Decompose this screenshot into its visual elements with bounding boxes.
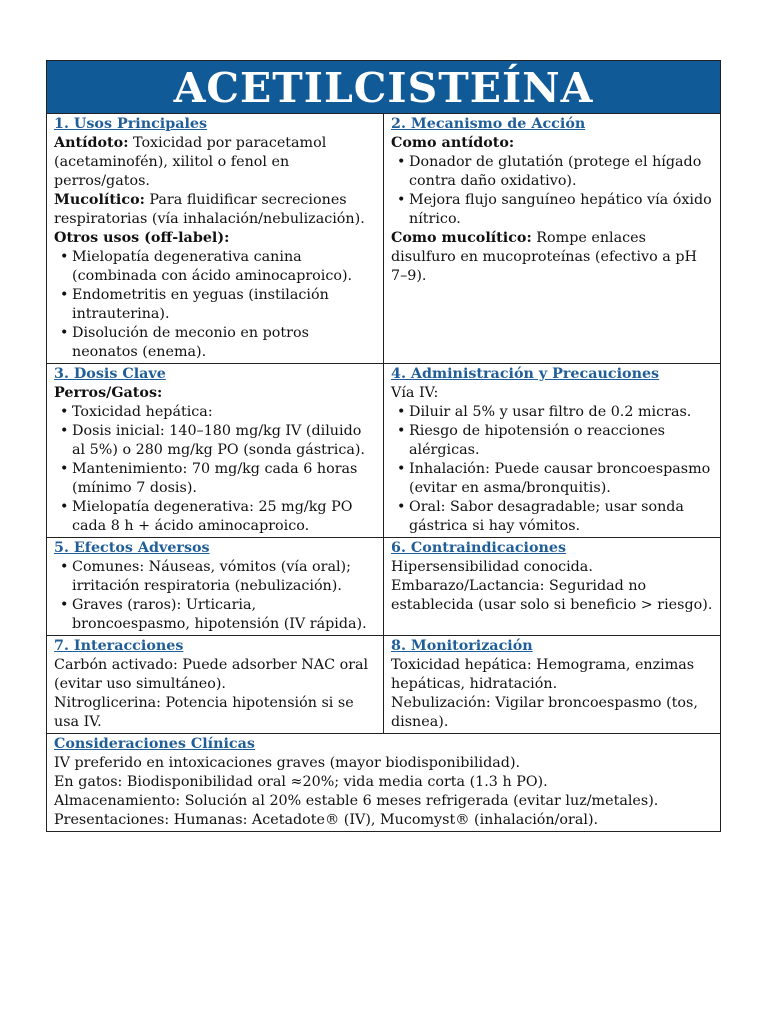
section-heading: 8. Monitorización	[391, 638, 533, 654]
text-line: IV preferido en intoxicaciones graves (mayor biodisponibilidad).	[54, 755, 521, 771]
row-4	[47, 636, 721, 734]
mucolytic-mechanism-text: Rompe enlaces disulfuro en mucoproteínas (efectivo a pH 7–9).	[391, 230, 697, 284]
mucolytic-text: Para fluidificar secreciones respiratorias (vía inhalación/nebulización).	[54, 192, 365, 227]
mechanism-list	[391, 153, 714, 229]
text-line: Toxicidad hepática: Hemograma, enzimas hepáticas, hidratación.	[391, 657, 695, 692]
drug-title: ACETILCISTEÍNA	[47, 61, 721, 114]
section-heading: 6. Contraindicaciones	[391, 540, 567, 556]
section-heading: 2. Mecanismo de Acción	[391, 116, 586, 132]
section-dosis-clave	[47, 364, 384, 538]
section-monitorizacion	[384, 636, 721, 734]
antidote-text: Toxicidad por paracetamol (acetaminofén), xilitol o fenol en perros/gatos.	[54, 135, 327, 189]
list-item: • Mielopatía degenerativa: 25 mg/kg PO cada 8 h + ácido aminocaproico.	[54, 498, 377, 536]
list-item: • Diluir al 5% y usar filtro de 0.2 micras.	[391, 403, 714, 422]
section-heading: 7. Interacciones	[54, 638, 184, 654]
mucolytic-label: Mucolítico:	[54, 192, 145, 208]
text-line: Nebulización: Vigilar broncoespasmo (tos, disnea).	[391, 695, 698, 730]
antidote-mechanism-label: Como antídoto:	[391, 135, 515, 151]
list-item: • Riesgo de hipotensión o reacciones alérgicas.	[391, 422, 714, 460]
section-efectos-adversos	[47, 538, 384, 636]
title-row	[47, 61, 721, 114]
section-heading: 5. Efectos Adversos	[54, 540, 210, 556]
other-uses-label: Otros usos (off-label):	[54, 230, 230, 246]
text-line: Nitroglicerina: Potencia hipotensión si se usa IV.	[54, 695, 354, 730]
antidote-paragraph	[54, 134, 377, 191]
text-line: Hipersensibilidad conocida.	[391, 559, 593, 575]
list-item: • Graves (raros): Urticaria, broncoespasmo, hipotensión (IV rápida).	[54, 596, 377, 634]
list-item: • Inhalación: Puede causar broncoespasmo (evitar en asma/bronquitis).	[391, 460, 714, 498]
mucolytic-paragraph	[54, 191, 377, 229]
section-interacciones	[47, 636, 384, 734]
list-item: • Comunes: Náuseas, vómitos (vía oral); irritación respiratoria (nebulización).	[54, 558, 377, 596]
section-mecanismo-accion	[384, 114, 721, 364]
row-5	[47, 734, 721, 832]
list-item: • Endometritis en yeguas (instilación intrauterina).	[54, 286, 377, 324]
dose-list	[54, 403, 377, 536]
list-item: • Disolución de meconio en potros neonatos (enema).	[54, 324, 377, 362]
species-label: Perros/Gatos:	[54, 385, 163, 401]
precaution-list	[391, 403, 714, 536]
list-item: • Toxicidad hepática:	[54, 403, 377, 422]
other-uses-list	[54, 248, 377, 362]
row-3	[47, 538, 721, 636]
text-line: Carbón activado: Puede adsorber NAC oral (evitar uso simultáneo).	[54, 657, 369, 692]
antidote-label: Antídoto:	[54, 135, 129, 151]
list-item: • Dosis inicial: 140–180 mg/kg IV (diluido al 5%) o 280 mg/kg PO (sonda gástrica).	[54, 422, 377, 460]
section-usos-principales	[47, 114, 384, 364]
mucolytic-mechanism-paragraph	[391, 229, 714, 286]
list-item: • Donador de glutatión (protege el hígado contra daño oxidativo).	[391, 153, 714, 191]
section-contraindicaciones	[384, 538, 721, 636]
section-administracion-precauciones	[384, 364, 721, 538]
list-item: • Mejora flujo sanguíneo hepático vía óxido nítrico.	[391, 191, 714, 229]
list-item: • Oral: Sabor desagradable; usar sonda gástrica si hay vómitos.	[391, 498, 714, 536]
section-consideraciones-clinicas	[47, 734, 721, 832]
route-intro: Vía IV:	[391, 385, 439, 401]
section-heading: 4. Administración y Precauciones	[391, 366, 660, 382]
text-line: Embarazo/Lactancia: Seguridad no establecida (usar solo si beneficio > riesgo).	[391, 578, 713, 613]
section-heading: 3. Dosis Clave	[54, 366, 166, 382]
section-heading: 1. Usos Principales	[54, 116, 208, 132]
drug-info-table	[46, 60, 721, 832]
list-item: • Mielopatía degenerativa canina (combinada con ácido aminocaproico).	[54, 248, 377, 286]
list-item: • Mantenimiento: 70 mg/kg cada 6 horas (mínimo 7 dosis).	[54, 460, 377, 498]
text-line: Presentaciones: Humanas: Acetadote® (IV), Mucomyst® (inhalación/oral).	[54, 812, 599, 828]
row-1	[47, 114, 721, 364]
row-2	[47, 364, 721, 538]
section-heading: Consideraciones Clínicas	[54, 736, 255, 752]
adverse-effects-list	[54, 558, 377, 634]
text-line: Almacenamiento: Solución al 20% estable 6 meses refrigerada (evitar luz/metales).	[54, 793, 659, 809]
text-line: En gatos: Biodisponibilidad oral ≈20%; vida media corta (1.3 h PO).	[54, 774, 548, 790]
mucolytic-mechanism-label: Como mucolítico:	[391, 230, 532, 246]
